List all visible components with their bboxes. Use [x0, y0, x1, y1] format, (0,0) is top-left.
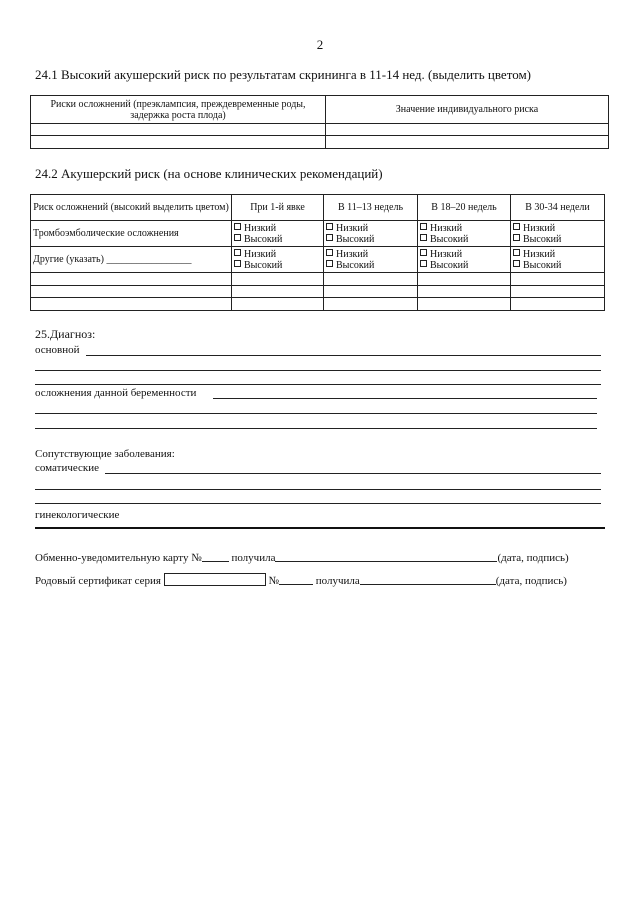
risk-cell[interactable]: [31, 124, 326, 136]
diagnosis-line[interactable]: [35, 370, 601, 371]
empty-cell[interactable]: [31, 298, 232, 311]
screening-risk-table: [30, 95, 609, 149]
checkbox-icon: [513, 260, 520, 267]
certificate-series-field[interactable]: [164, 573, 266, 586]
option-low[interactable]: Низкий: [420, 249, 508, 260]
checkbox-icon: [420, 249, 427, 256]
option-high[interactable]: Высокий: [326, 234, 415, 245]
option-low[interactable]: Низкий: [420, 223, 508, 234]
exchange-card-row: [35, 552, 569, 564]
header-risk: Риск осложнений (высокий выделить цветом): [31, 195, 232, 221]
birth-certificate-row: [35, 573, 567, 587]
somatic-label: соматические: [35, 462, 100, 474]
empty-cell[interactable]: [511, 286, 605, 298]
risk-options: [511, 221, 605, 247]
header-first-visit: При 1-й явке: [232, 195, 324, 221]
empty-cell[interactable]: [232, 273, 324, 286]
certificate-number-label: №: [268, 575, 279, 587]
row-label-thromboembolic: Тромбоэмболические осложнения: [31, 221, 232, 247]
risk-options: [232, 247, 324, 273]
checkbox-icon: [326, 223, 333, 230]
main-diagnosis-label: основной: [35, 344, 80, 356]
option-low[interactable]: Низкий: [326, 223, 415, 234]
certificate-received-label: получила: [315, 575, 360, 587]
risk-options: [324, 247, 418, 273]
empty-cell[interactable]: [418, 298, 511, 311]
certificate-signature-field[interactable]: [360, 584, 496, 585]
risk-options: [511, 247, 605, 273]
diagnosis-title: 25.Диагноз:: [35, 327, 96, 341]
header-18-20-weeks: В 18–20 недель: [418, 195, 511, 221]
empty-cell[interactable]: [511, 273, 605, 286]
checkbox-icon: [513, 234, 520, 241]
card-date-signature-note: (дата, подпись): [497, 552, 569, 564]
option-high[interactable]: Высокий: [513, 260, 602, 271]
somatic-line[interactable]: [35, 489, 601, 490]
checkbox-icon: [420, 234, 427, 241]
card-received-label: получила: [231, 552, 276, 564]
risk-cell[interactable]: [31, 136, 326, 149]
checkbox-icon: [234, 234, 241, 241]
gynecologic-label: гинекологические: [35, 509, 120, 521]
empty-cell[interactable]: [418, 286, 511, 298]
card-number-field[interactable]: [202, 561, 229, 562]
complications-label: осложнения данной беременности: [35, 387, 197, 399]
risk-value-cell[interactable]: [326, 136, 609, 149]
option-high[interactable]: Высокий: [326, 260, 415, 271]
risk-options: [232, 221, 324, 247]
option-low[interactable]: Низкий: [234, 249, 321, 260]
exchange-card-label: Обменно-уведомительную карту №: [35, 552, 202, 564]
main-diagnosis-line[interactable]: [86, 355, 601, 356]
concomitant-title: Сопутствующие заболевания:: [35, 448, 175, 460]
page-number: 2: [316, 37, 324, 52]
birth-certificate-label: Родовый сертификат серия: [35, 575, 161, 587]
checkbox-icon: [513, 249, 520, 256]
checkbox-icon: [234, 249, 241, 256]
card-signature-field[interactable]: [275, 561, 497, 562]
diagnosis-line[interactable]: [35, 384, 601, 385]
option-high[interactable]: Высокий: [234, 260, 321, 271]
risk-options: [418, 247, 511, 273]
checkbox-icon: [326, 260, 333, 267]
header-individual-risk: Значение индивидуального риска: [326, 96, 609, 124]
option-high[interactable]: Высокий: [513, 234, 602, 245]
checkbox-icon: [326, 234, 333, 241]
obstetric-risk-table: [30, 194, 605, 311]
option-high[interactable]: Высокий: [420, 234, 508, 245]
option-low[interactable]: Низкий: [234, 223, 321, 234]
option-high[interactable]: Высокий: [234, 234, 321, 245]
gynecologic-line[interactable]: [35, 527, 605, 529]
empty-cell[interactable]: [232, 298, 324, 311]
option-low[interactable]: Низкий: [513, 249, 602, 260]
empty-cell[interactable]: [418, 273, 511, 286]
header-30-34-weeks: В 30-34 недели: [511, 195, 605, 221]
option-low[interactable]: Низкий: [513, 223, 602, 234]
risk-options: [418, 221, 511, 247]
somatic-line[interactable]: [105, 473, 601, 474]
certificate-date-signature-note: (дата, подпись): [495, 575, 567, 587]
empty-cell[interactable]: [511, 298, 605, 311]
empty-cell[interactable]: [31, 286, 232, 298]
risk-options: [324, 221, 418, 247]
checkbox-icon: [326, 249, 333, 256]
empty-cell[interactable]: [324, 298, 418, 311]
certificate-number-field[interactable]: [279, 584, 313, 585]
checkbox-icon: [234, 223, 241, 230]
checkbox-icon: [420, 223, 427, 230]
empty-cell[interactable]: [324, 273, 418, 286]
checkbox-icon: [420, 260, 427, 267]
checkbox-icon: [234, 260, 241, 267]
section-24-2-title: 24.2 Акушерский риск (на основе клинических рекомендаций): [35, 166, 383, 181]
header-complication-risks: Риски осложнений (преэклампсия, преждевременные роды, задержка роста плода): [31, 96, 326, 124]
option-high[interactable]: Высокий: [420, 260, 508, 271]
somatic-line[interactable]: [35, 503, 601, 504]
header-11-13-weeks: В 11–13 недель: [324, 195, 418, 221]
checkbox-icon: [513, 223, 520, 230]
row-label-other: Другие (указать) _________________: [31, 247, 232, 273]
section-24-1-title: 24.1 Высокий акушерский риск по результатам скрининга в 11-14 нед. (выделить цветом): [35, 67, 532, 82]
empty-cell[interactable]: [232, 286, 324, 298]
complications-line[interactable]: [35, 428, 597, 429]
complications-line[interactable]: [213, 398, 597, 399]
empty-cell[interactable]: [324, 286, 418, 298]
option-low[interactable]: Низкий: [326, 249, 415, 260]
empty-cell[interactable]: [31, 273, 232, 286]
risk-value-cell[interactable]: [326, 124, 609, 136]
complications-line[interactable]: [35, 413, 597, 414]
